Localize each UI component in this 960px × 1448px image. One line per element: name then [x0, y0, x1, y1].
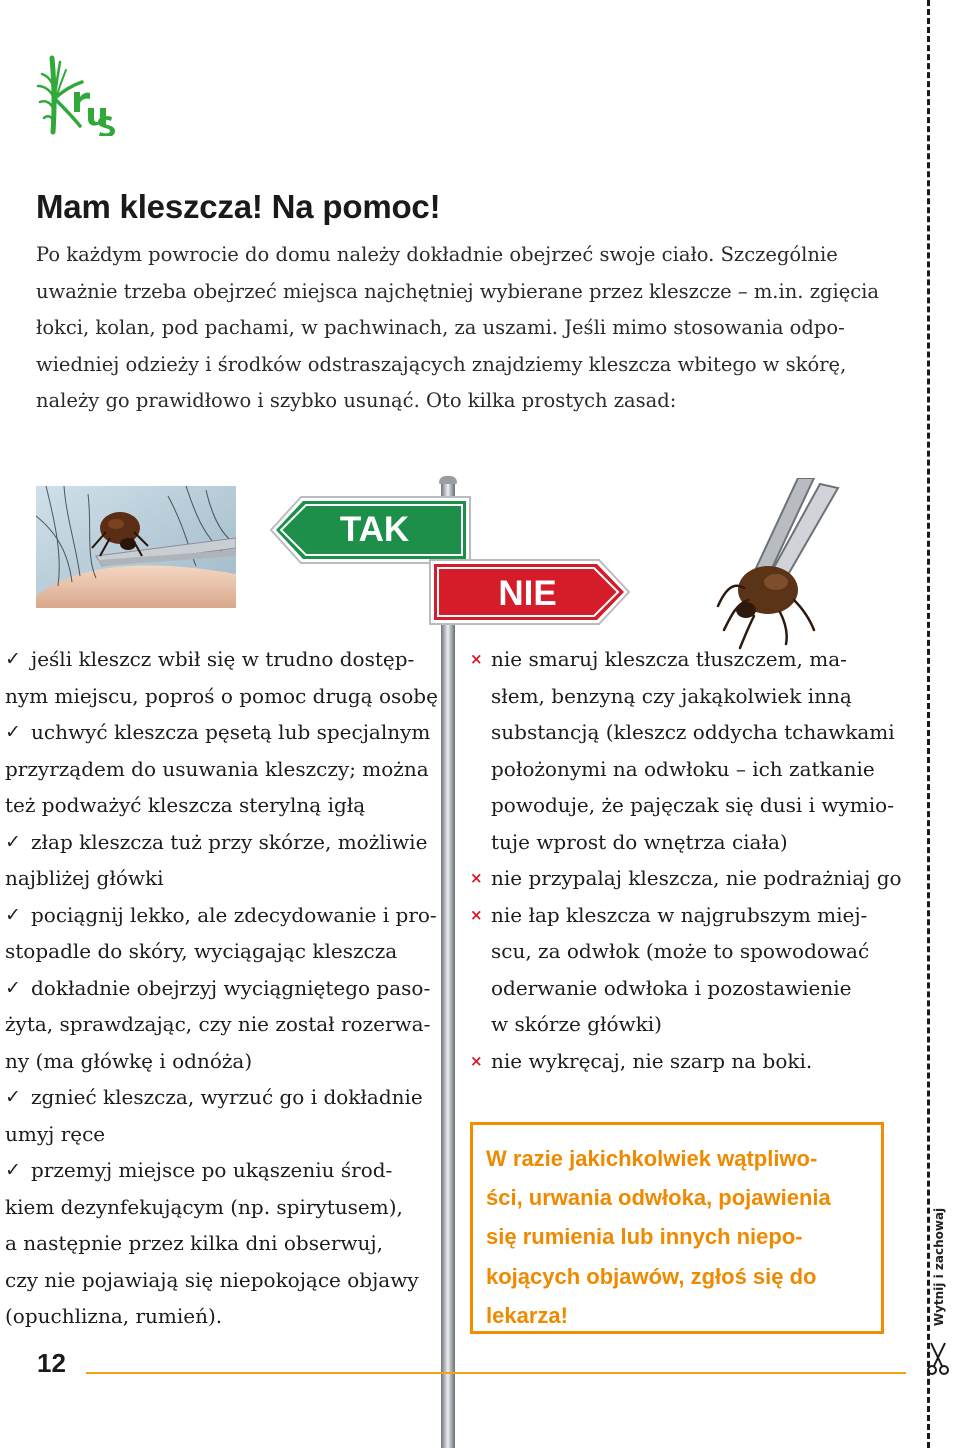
nie-list	[470, 641, 910, 1079]
warning-line: kojących objawów, zgłoś się do	[486, 1263, 817, 1289]
scissors-icon	[925, 1340, 951, 1376]
signpost-cap	[439, 476, 457, 484]
tak-item-text: a następnie przez kilka dni obserwuj,	[5, 1231, 383, 1255]
tak-sign	[269, 495, 472, 565]
tak-item-line	[5, 1043, 435, 1080]
page-number: 12	[37, 1348, 66, 1378]
cut-label: Wytnij i zachowaj	[932, 1207, 946, 1327]
tak-item-text: czy nie pojawiają się niepokojące objawy	[5, 1267, 419, 1292]
nie-item-text: tuje wprost do wnętrza ciała)	[491, 829, 788, 854]
tak-item-text: stopadle do skóry, wyciągając kleszcza	[5, 939, 398, 963]
nie-item-line	[470, 897, 910, 934]
cross-icon: ×	[470, 650, 483, 668]
tak-item-text: nym miejscu, poproś o pomoc drugą osobę	[5, 683, 438, 708]
nie-item-line	[470, 1006, 910, 1043]
tak-item-text: jeśli kleszcz wbił się w trudno dostęp-	[31, 647, 415, 671]
checkmark-icon: ✓	[5, 721, 21, 743]
checkmark-icon: ✓	[5, 648, 21, 670]
nie-item-line	[470, 641, 910, 678]
tak-item-text: przyrządem do usuwania kleszczy; można	[5, 756, 429, 781]
intro-line: łokci, kolan, pod pachami, w pachwinach, za uszami. Jeśli mimo stosowania odpo-	[36, 316, 845, 339]
warning-line: lekarza!	[486, 1302, 568, 1328]
krus-logo	[34, 52, 116, 136]
tak-item-line	[5, 751, 435, 788]
tak-item-text: (opuchlizna, rumień).	[5, 1304, 223, 1328]
tak-item-line	[5, 933, 435, 970]
cross-icon: ×	[470, 869, 483, 887]
nie-item-text: słem, benzyną czy jakąkolwiek inną	[491, 683, 852, 708]
nie-item-line	[470, 751, 910, 788]
tak-item-text: kiem dezynfekującym (np. spirytusem),	[5, 1194, 403, 1219]
tak-item-line	[5, 1152, 435, 1189]
checkmark-icon: ✓	[5, 1086, 21, 1108]
tak-item-line	[5, 1298, 435, 1335]
tak-item-line	[5, 641, 435, 678]
tak-item-text: pociągnij lekko, ale zdecydowanie i pro-	[31, 902, 437, 927]
nie-item-text: substancją (kleszcz oddycha tchawkami	[491, 720, 895, 744]
nie-item-line	[470, 860, 910, 897]
tak-item-line	[5, 1079, 435, 1116]
tak-item-text: złap kleszcza tuż przy skórze, możliwie	[31, 829, 428, 854]
warning-line: W razie jakichkolwiek wątpliwo-	[486, 1146, 818, 1171]
nie-item-text: nie przypalaj kleszcza, nie podrażniaj go	[491, 866, 902, 890]
nie-item-line	[470, 787, 910, 824]
tak-item-text: ny (ma główkę i odnóża)	[5, 1048, 253, 1073]
tak-item-line	[5, 714, 435, 751]
tak-item-line	[5, 860, 435, 897]
intro-line: należy go prawidłowo i szybko usunąć. Oto kilka prostych zasad:	[36, 389, 677, 412]
tak-item-line	[5, 1225, 435, 1262]
tak-item-text: też podważyć kleszcza sterylną igłą	[5, 793, 366, 817]
nie-item-line	[470, 1043, 910, 1080]
tak-item-text: żyta, sprawdzając, czy nie został rozerwa-	[5, 1012, 431, 1036]
tak-item-line	[5, 787, 435, 824]
nie-item-text: scu, za odwłok (może to spowodować	[491, 939, 870, 963]
tak-item-line	[5, 970, 435, 1007]
cross-icon: ×	[470, 1051, 483, 1070]
tak-item-text: najbliżej główki	[5, 866, 164, 890]
page-title: Mam kleszcza! Na pomoc!	[36, 188, 441, 225]
checkmark-icon: ✓	[5, 903, 21, 926]
nie-item-line	[470, 933, 910, 970]
warning-line: się rumienia lub innych niepo-	[486, 1224, 803, 1250]
nie-item-text: nie łap kleszcza w najgrubszym miej-	[491, 902, 868, 927]
tak-item-text: zgnieć kleszcza, wyrzuć go i dokładnie	[31, 1085, 423, 1109]
warning-line: ści, urwania odwłoka, pojawienia	[486, 1185, 831, 1211]
intro-line: uważnie trzeba obejrzeć miejsca najchętniej wybierane przez kleszcze – m.in. zgięcia	[36, 279, 880, 303]
tak-item-line	[5, 1189, 435, 1226]
tak-item-text: przemyj miejsce po ukąszeniu środ-	[31, 1158, 393, 1182]
tick-removal-photo	[36, 486, 236, 608]
nie-item-line	[470, 714, 910, 751]
warning-box	[470, 1122, 884, 1334]
tak-item-line	[5, 678, 438, 715]
nie-sign	[428, 558, 631, 626]
nie-item-text: powoduje, że pajęczak się dusi i wymio-	[491, 793, 894, 817]
nie-item-text: nie wykręcaj, nie szarp na boki.	[491, 1048, 813, 1073]
nie-item-text: nie smaruj kleszcza tłuszczem, ma-	[491, 647, 847, 671]
tak-item-text: uchwyć kleszcza pęsetą lub specjalnym	[31, 720, 431, 744]
cross-icon: ×	[470, 905, 483, 924]
nie-item-text: położonymi na odwłoku – ich zatkanie	[491, 756, 875, 781]
intro-line: wiedniej odzieży i środków odstraszających znajdziemy kleszcza wbitego w skórę,	[36, 352, 847, 376]
nie-item-line	[470, 824, 910, 861]
nie-item-text: oderwanie odwłoka i pozostawienie	[491, 975, 852, 1000]
tak-item-text: umyj ręce	[5, 1121, 106, 1146]
tak-list	[5, 641, 438, 1335]
tak-item-line	[5, 824, 435, 861]
tak-item-line	[5, 897, 435, 934]
intro-paragraph	[36, 237, 886, 420]
nie-item-text: w skórze główki)	[491, 1012, 662, 1036]
nie-item-line	[470, 678, 910, 715]
checkmark-icon: ✓	[5, 830, 21, 853]
footer-rule	[86, 1372, 906, 1374]
tak-item-line	[5, 1006, 435, 1043]
nie-sign-label: NIE	[498, 574, 557, 613]
tak-item-line	[5, 1262, 435, 1299]
checkmark-icon: ✓	[5, 976, 21, 999]
checkmark-icon: ✓	[5, 1159, 21, 1181]
tak-sign-label: TAK	[339, 510, 410, 549]
intro-line: Po każdym powrocie do domu należy dokładnie obejrzeć swoje ciało. Szczególnie	[36, 243, 838, 266]
nie-item-line	[470, 970, 910, 1007]
tak-item-line	[5, 1116, 435, 1153]
tak-item-text: dokładnie obejrzyj wyciągniętego paso-	[31, 975, 431, 1000]
